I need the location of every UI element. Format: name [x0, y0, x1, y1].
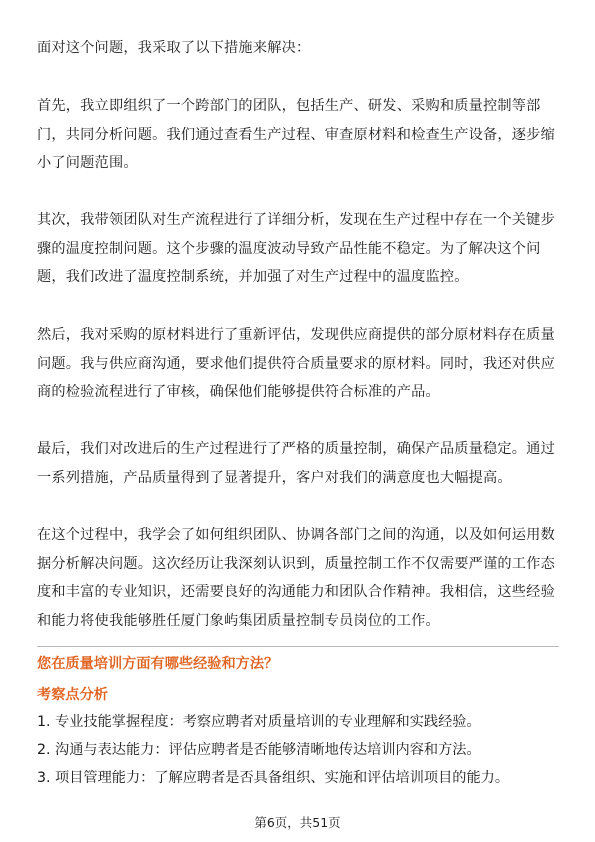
paragraph-conclusion: 在这个过程中，我学会了如何组织团队、协调各部门之间的沟通，以及如何运用数 据分析解决问题。这次经历让我深刻认识到，质量控制工作不仅需要严谨的工作态 度和丰富的专业知识，还需要良好的沟通能力和团队合作精神。我相信，这些经验 和能力将使我能够胜任厦门象屿集团质量控制专员岗位的工作。	[37, 527, 555, 629]
paragraph-intro: 面对这个问题，我采取了以下措施来解决：	[37, 40, 311, 56]
analysis-heading: 考察点分析	[37, 687, 108, 703]
list-item: 3. 项目管理能力：了解应聘者是否具备组织、实施和评估培训项目的能力。	[37, 770, 510, 786]
list-item: 2. 沟通与表达能力：评估应聘者是否能够清晰地传达培训内容和方法。	[37, 742, 481, 758]
paragraph-fourth: 最后，我们对改进后的生产过程进行了严格的质量控制，确保产品质量稳定。通过 一系列措施，产品质量得到了显著提升，客户对我们的满意度也大幅提高。	[37, 441, 555, 486]
page-number: 第6页，共51页	[254, 815, 341, 830]
list-item: 1. 专业技能掌握程度：考察应聘者对质量培训的专业理解和实践经验。	[37, 714, 481, 730]
paragraph-first: 首先，我立即组织了一个跨部门的团队，包括生产、研发、采购和质量控制等部 门，共同分析问题。我们通过查看生产过程、审查原材料和检查生产设备，逐步缩 小了问题范围。	[37, 98, 555, 171]
question-title: 您在质量培训方面有哪些经验和方法？	[37, 656, 279, 672]
section-divider	[37, 646, 559, 647]
paragraph-second: 其次，我带领团队对生产流程进行了详细分析，发现在生产过程中存在一个关键步 骤的温度控制问题。这个步骤的温度波动导致产品性能不稳定。为了解决这个问 题，我们改进了温度控制系统，并加强了对生产过程中的温度监控。	[37, 212, 555, 285]
paragraph-third: 然后，我对采购的原材料进行了重新评估，发现供应商提供的部分原材料存在质量 问题。我与供应商沟通，要求他们提供符合质量要求的原材料。同时，我还对供应 商的检验流程进行了审核，确保他们能够提供符合标准的产品。	[37, 327, 555, 400]
